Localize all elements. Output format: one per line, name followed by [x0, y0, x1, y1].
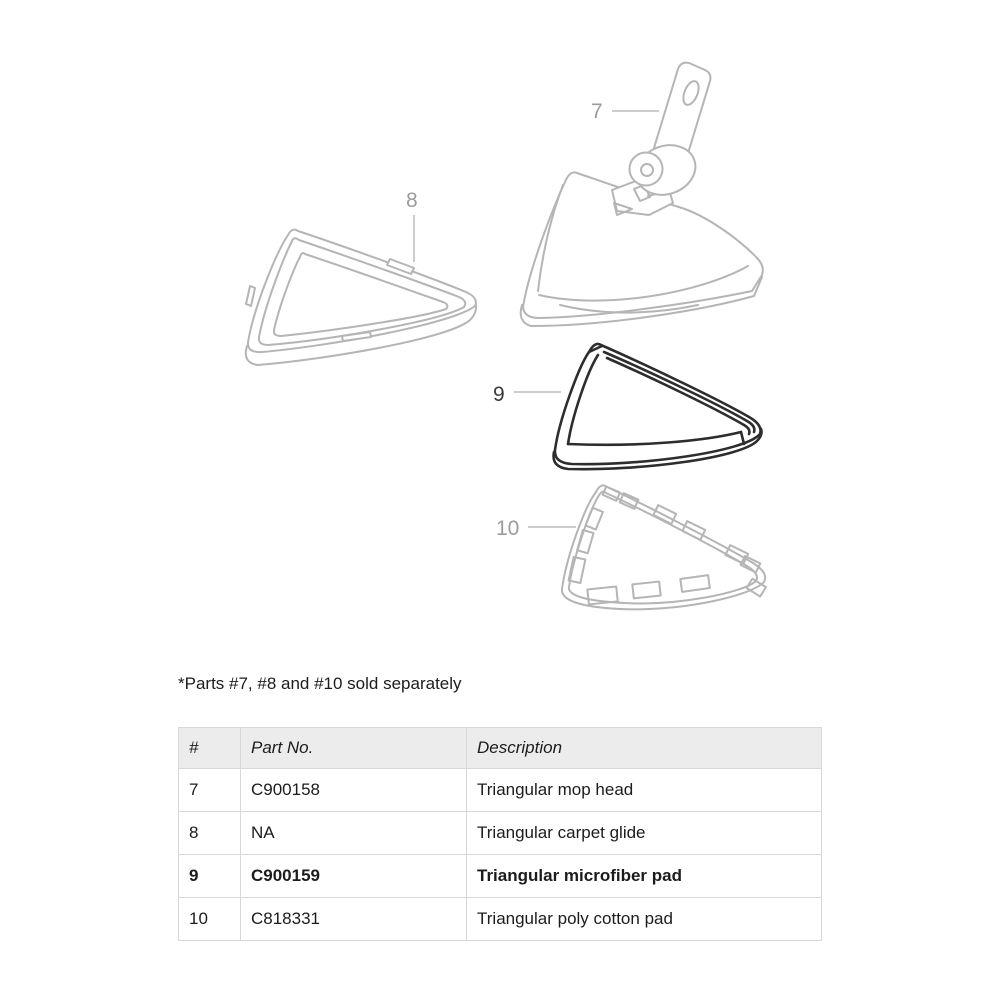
col-header-num: #	[179, 728, 241, 769]
cell-description: Triangular microfiber pad	[467, 855, 822, 898]
part-7-mop-head-drawing	[521, 63, 763, 326]
table-row-part-9	[179, 855, 822, 898]
cell-part-no: NA	[241, 812, 467, 855]
table-header-row	[179, 728, 822, 769]
part-10-label: 10	[496, 517, 520, 540]
cell-description: Triangular mop head	[467, 769, 822, 812]
pivot-knob	[630, 153, 663, 186]
parts-table	[178, 727, 822, 941]
table-row-part-7	[179, 769, 822, 812]
cell-part-no: C818331	[241, 898, 467, 941]
cell-part-no: C900159	[241, 855, 467, 898]
col-header-part-no: Part No.	[241, 728, 467, 769]
cell-description: Triangular carpet glide	[467, 812, 822, 855]
microfiber-pad-outline	[555, 344, 761, 464]
glide-notch-left	[246, 286, 255, 306]
cell-description: Triangular poly cotton pad	[467, 898, 822, 941]
cell-num: 8	[179, 812, 241, 855]
cell-num: 9	[179, 855, 241, 898]
part-7-label: 7	[591, 100, 603, 123]
table-row-part-8	[179, 812, 822, 855]
cell-part-no: C900158	[241, 769, 467, 812]
part-10-poly-cotton-pad-drawing	[562, 485, 766, 609]
part-9-label: 9	[493, 383, 505, 406]
table-row-part-10	[179, 898, 822, 941]
part-8-label: 8	[406, 189, 418, 212]
part-9-microfiber-pad-drawing	[554, 344, 762, 469]
cell-num: 10	[179, 898, 241, 941]
sold-separately-note: *Parts #7, #8 and #10 sold separately	[178, 674, 462, 693]
cell-num: 7	[179, 769, 241, 812]
col-header-description: Description	[467, 728, 822, 769]
part-8-carpet-glide-drawing	[246, 230, 476, 365]
